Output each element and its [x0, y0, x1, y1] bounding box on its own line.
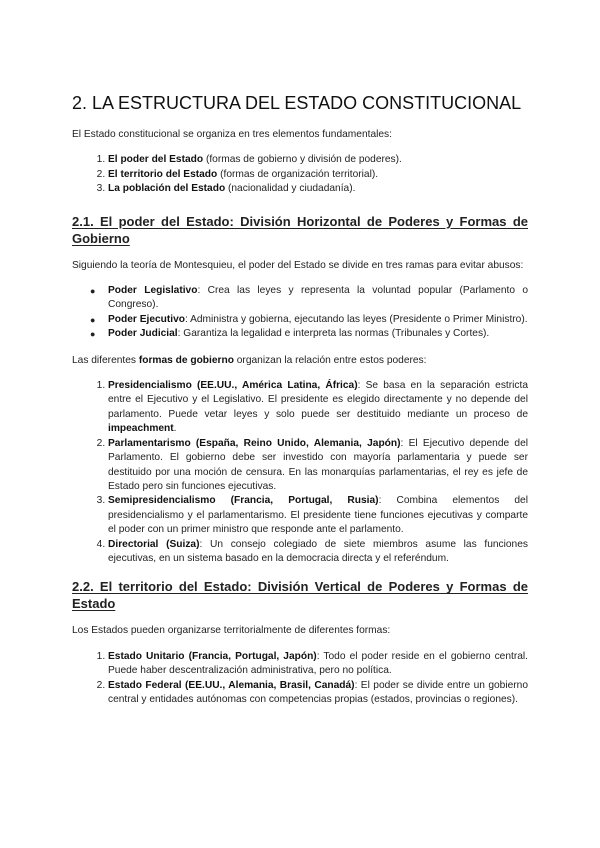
formas-estado-list	[72, 650, 528, 708]
item-bold: La población del Estado	[108, 183, 226, 195]
forms-pre: Las diferentes	[72, 354, 139, 366]
item-bold: Presidencialismo (EE.UU., América Latina, África)	[108, 380, 358, 392]
item-text: : Todo el poder reside en el gobierno central. Puede haber descentralización administrativa, pero no política.	[108, 650, 528, 677]
item-bold: El territorio del Estado	[108, 168, 218, 180]
formas-gobierno-list	[72, 379, 528, 566]
item-bold: Poder Ejecutivo	[108, 313, 185, 325]
list-item	[108, 182, 528, 196]
item-bold: Parlamentarismo (España, Reino Unido, Alemania, Japón)	[108, 437, 401, 449]
item-bold: Poder Judicial	[108, 328, 178, 340]
item-text: (formas de gobierno y división de poderes).	[203, 154, 402, 166]
list-item	[90, 313, 528, 327]
list-item	[108, 168, 528, 182]
intro-paragraph: El Estado constitucional se organiza en tres elementos fundamentales:	[72, 129, 392, 140]
list-item	[108, 679, 528, 708]
item-bold: Semipresidencialismo (Francia, Portugal, Rusia)	[108, 495, 379, 507]
item-bold-2: impeachment	[108, 423, 174, 435]
forms-intro	[72, 354, 528, 368]
item-text: (formas de organización territorial).	[217, 168, 379, 180]
item-text: : El poder se divide entre un gobierno central y entidades autónomas con competencias propias (estados, provincias o regiones).	[108, 679, 528, 705]
list-item	[108, 494, 528, 537]
item-bold: El poder del Estado	[108, 154, 204, 166]
bullet-icon: ●	[90, 314, 96, 325]
item-bold: Poder Legislativo	[108, 285, 198, 297]
list-item	[108, 650, 528, 679]
forms-post: organizan la relación entre estos poderes:	[233, 354, 427, 366]
item-text-2: .	[173, 423, 177, 435]
section-heading-poder: 2.1. El poder del Estado: División Horizontal de Poderes y Formas de Gobierno	[72, 213, 528, 246]
section1-intro: Siguiendo la teoría de Montesquieu, el poder del Estado se divide en tres ramas para evitar abusos:	[72, 259, 524, 271]
bullet-icon: ●	[90, 286, 96, 297]
list-item	[90, 327, 528, 341]
intro-list	[72, 153, 528, 196]
item-text: : Administra y gobierna, ejecutando las leyes (Presidente o Primer Ministro).	[185, 313, 528, 325]
item-bold: Directorial (Suiza)	[108, 538, 200, 550]
list-item	[108, 538, 528, 567]
page-title: 2. LA ESTRUCTURA DEL ESTADO CONSTITUCIONAL	[72, 93, 522, 113]
item-text: : Crea las leyes y representa la voluntad popular (Parlamento o Congreso).	[108, 285, 528, 311]
item-bold: Estado Federal (EE.UU., Alemania, Brasil, Canadá)	[108, 679, 355, 691]
poderes-list	[72, 284, 528, 342]
item-text: : Combina elementos del presidencialismo y el parlamentarismo. El presidente tiene funciones ejecutivas y comparte el poder con un primer ministro que responde ante el parlamento.	[108, 495, 528, 536]
item-text: (nacionalidad y ciudadanía).	[225, 183, 356, 195]
forms-bold: formas de gobierno	[138, 354, 234, 366]
list-item	[108, 379, 528, 437]
list-item	[108, 153, 528, 167]
item-text: : Se basa en la separación estricta entre el Ejecutivo y el Legislativo. El presidente es elegido directamente y no depende del parlamento. Puede vetar leyes y solo puede ser destituido mediante un proceso de	[108, 380, 528, 420]
item-text: : Un consejo colegiado de siete miembros asume las funciones ejecutivas, en un sistema basado en la democracia directa y el referéndum.	[108, 538, 528, 564]
bullet-icon: ●	[90, 329, 96, 340]
item-text: : El Ejecutivo depende del Parlamento. El gobierno debe ser investido con mayoría parlamentaria y puede ser destituido por una moción de censura. En las monarquías parlamentarias, el rey es jefe de Estado pero sin funciones ejecutivas.	[108, 437, 528, 492]
item-bold: Estado Unitario (Francia, Portugal, Japón)	[108, 650, 317, 662]
list-item	[90, 284, 528, 313]
section2-intro: Los Estados pueden organizarse territorialmente de diferentes formas:	[72, 625, 391, 637]
item-text: : Garantiza la legalidad e interpreta las normas (Tribunales y Cortes).	[177, 328, 490, 340]
section-heading-territorio: 2.2. El territorio del Estado: División Vertical de Poderes y Formas de Estado	[72, 579, 528, 612]
list-item	[108, 437, 528, 495]
